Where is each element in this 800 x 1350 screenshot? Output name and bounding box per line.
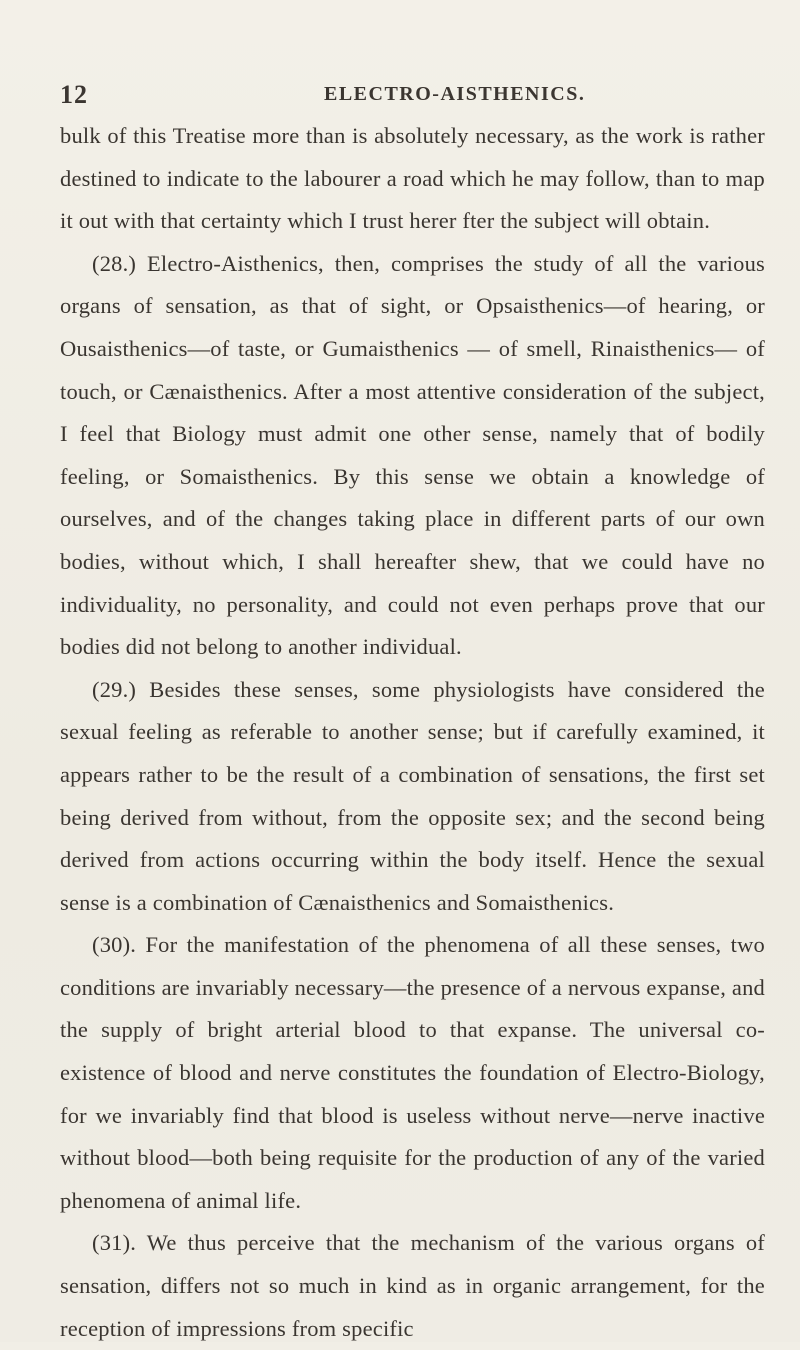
page-header [60,80,765,110]
page-number: 12 [60,80,88,109]
paragraph-29: (29.) Besides these senses, some physiologists have considered the sexual feeling as referable to another sense; but if carefully examined, it appears rather to be the result of a combination of sensations, the first set being derived from without, from the opposite sex; and the second being derived from actions occurring within the body itself. Hence the sexual sense is a combination of Cænaisthenics and Somaisthenics. [60,676,765,915]
paragraph-31: (31). We thus perceive that the mechanism of the various organs of sensation, differs not so much in kind as in organic arrangement, for the reception of impressions from specific [60,1230,765,1341]
paragraph-30: (30). For the manifestation of the phenomena of all these senses, two conditions are invariably necessary—the presence of a nervous expanse, and the supply of bright arterial blood to that expanse. The universal co-existence of blood and nerve constitutes the foundation of Electro-Biology, for we invariably find that blood is useless without nerve—nerve inactive without blood—both being requisite for the production of any of the varied phenomena of animal life. [60,932,765,1213]
paragraph-28: (28.) Electro-Aisthenics, then, comprises the study of all the various organs of sensation, as that of sight, or Opsaisthenics—of hearing, or Ousaisthenics—of taste, or Gumaisthenics — of smell, Rinaisthenics— of touch, or Cænaisthenics. After a most attentive consideration of the subject, I feel that Biology must admit one other sense, namely that of bodily feeling, or Somaisthenics. By this sense we obtain a knowledge of ourselves, and of the changes taking place in different parts of our own bodies, without which, I shall hereafter shew, that we could have no individuality, no personality, and could not even perhaps prove that our bodies did not belong to another individual. [60,250,765,660]
running-head: ELECTRO-AISTHENICS. [324,83,586,105]
paragraph-continuation: bulk of this Treatise more than is absolutely necessary, as the work is rather destined to indicate to the labourer a road which he may follow, than to map it out with that certainty which I trust herer fter the subject will obtain. [60,123,765,234]
body-text [60,115,765,1350]
